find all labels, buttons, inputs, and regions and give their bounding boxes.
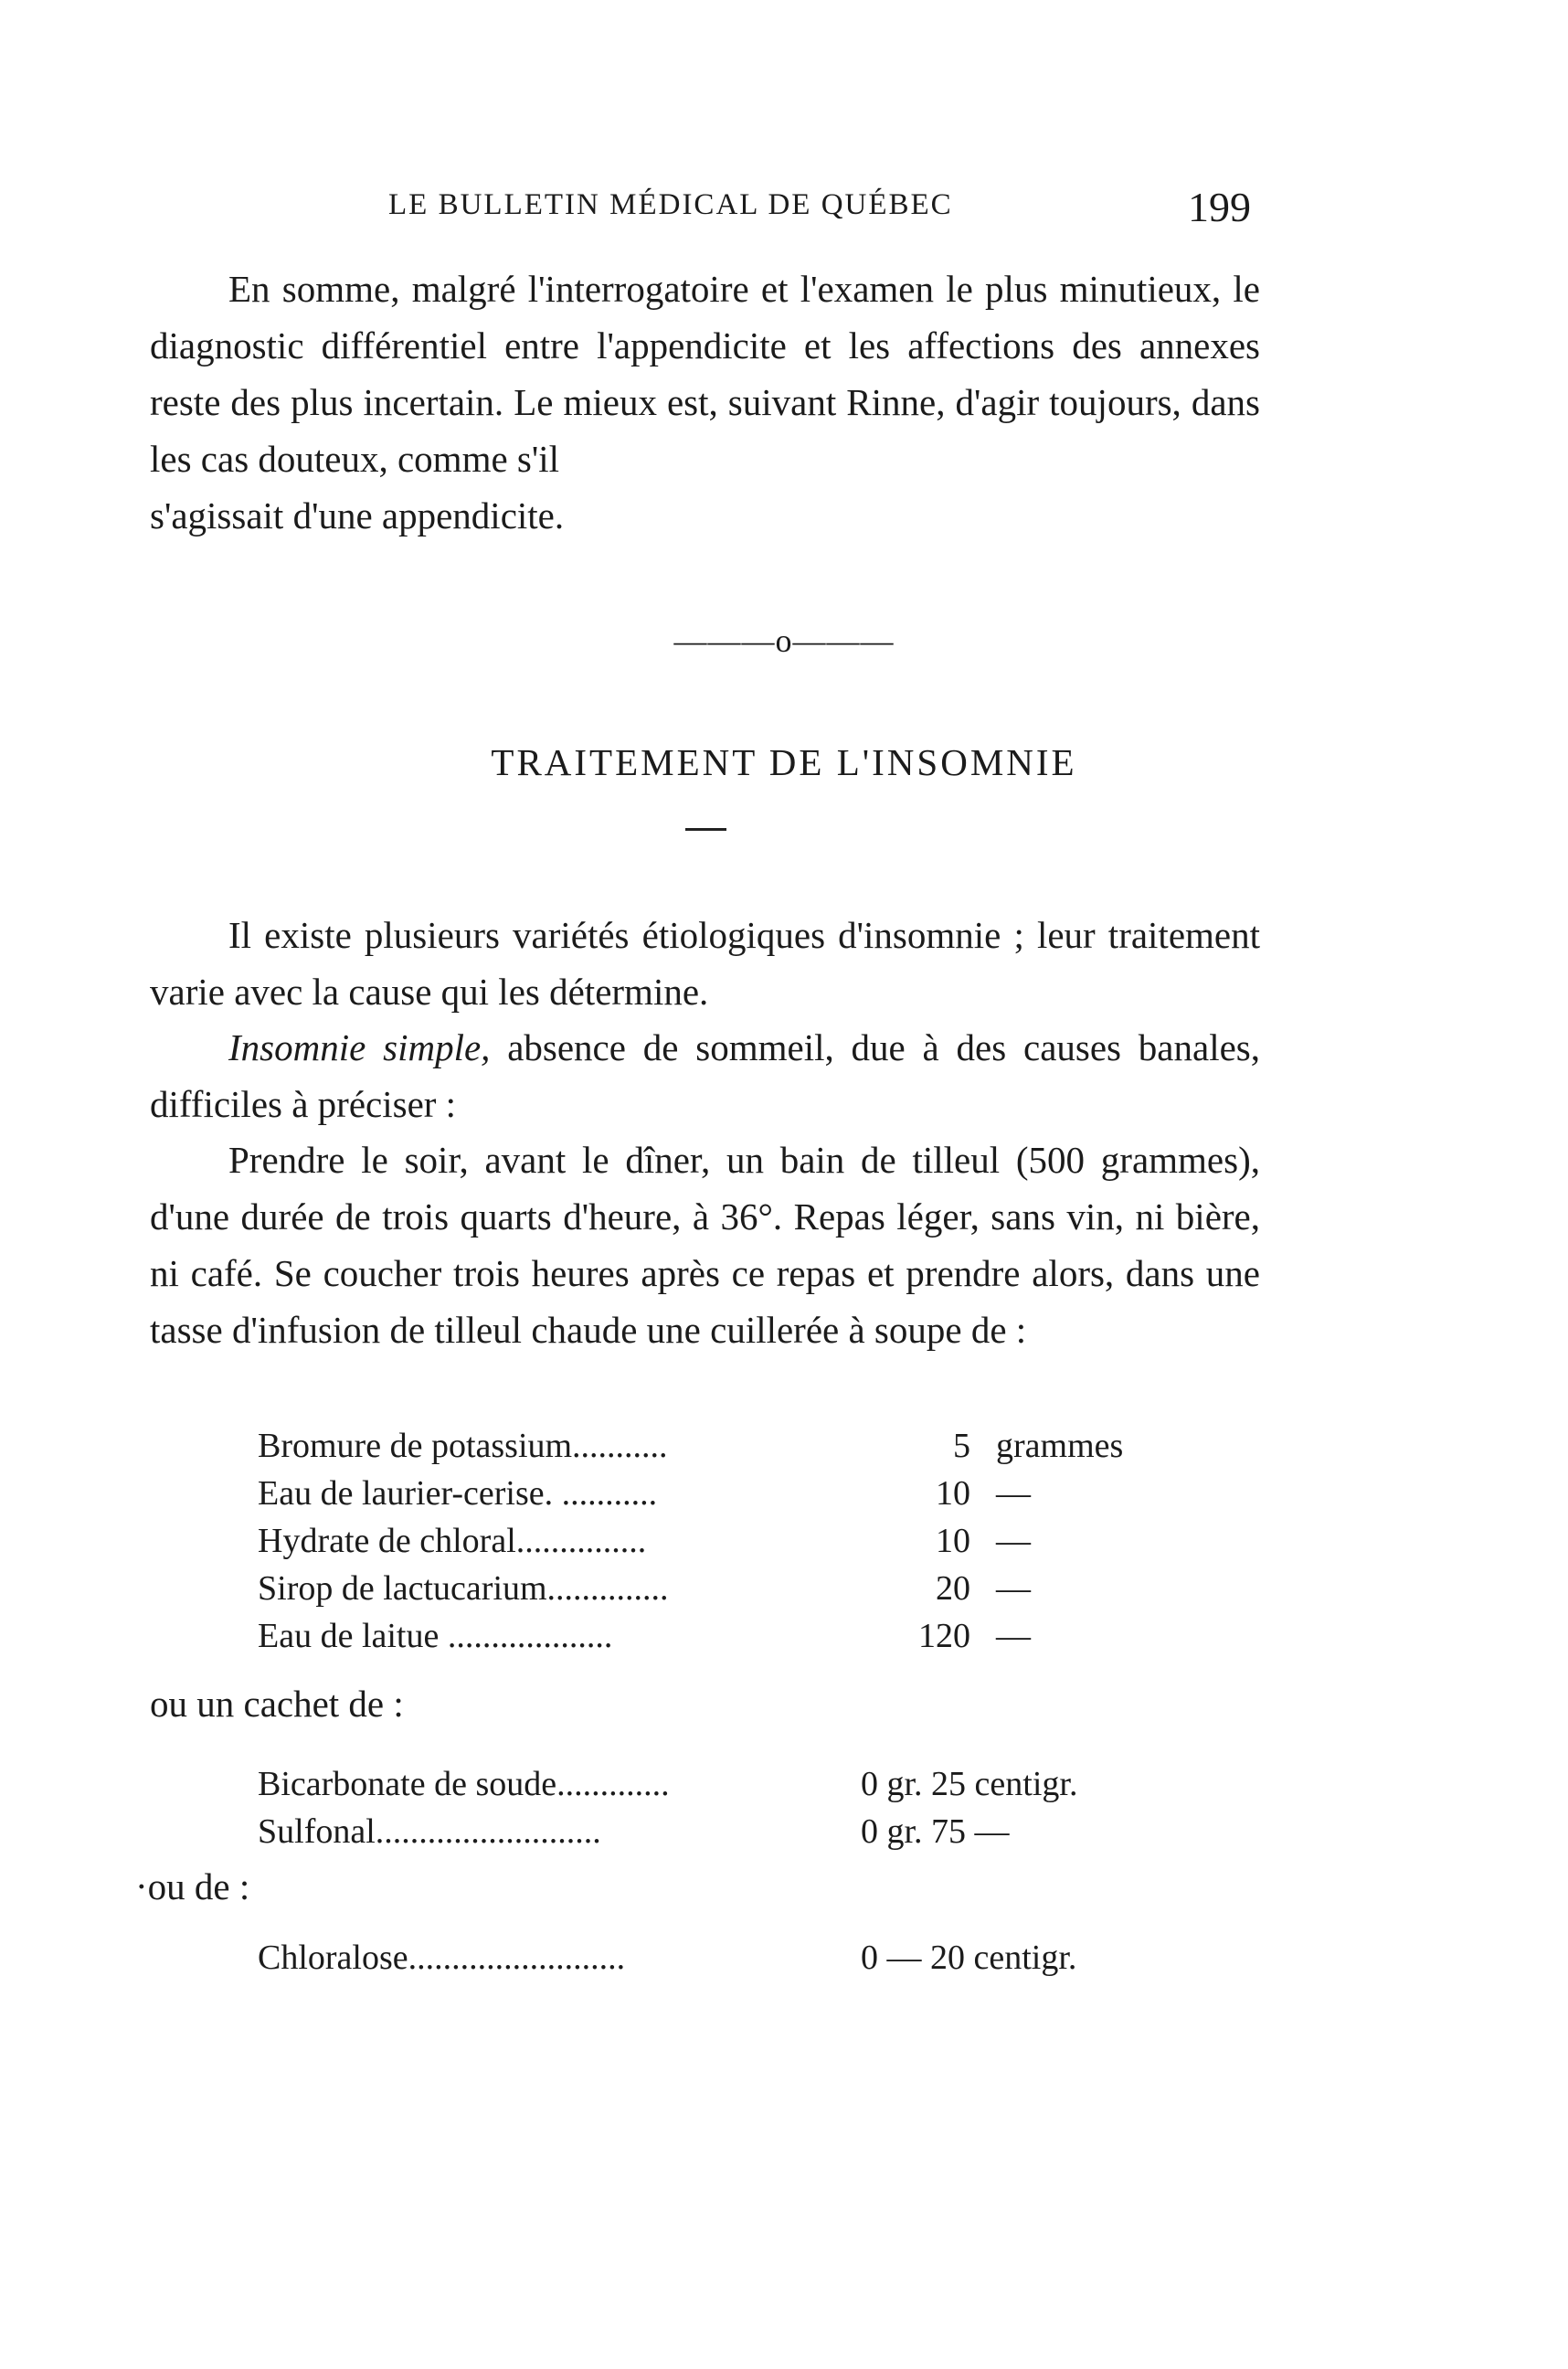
- ingredient-name: Bromure de potassium...........: [258, 1427, 668, 1465]
- prescription-row: [258, 1616, 1171, 1663]
- ingredient-quantity: 20: [936, 1569, 970, 1608]
- lead-cachet: ou un cachet de :: [150, 1683, 404, 1725]
- ingredient-dose: 0 gr. 25 centigr.: [861, 1765, 1078, 1803]
- ingredient-quantity: 10: [936, 1522, 970, 1560]
- prescription-row: [258, 1473, 1171, 1521]
- ingredient-name: Hydrate de chloral...............: [258, 1522, 647, 1560]
- prescription-row: [258, 1938, 1171, 1985]
- prescription-row: [258, 1811, 1171, 1859]
- paragraph-simple-insomnia-text: absence de sommeil, due à des causes banales, difficiles à préciser :: [150, 1026, 1260, 1125]
- running-title: LE BULLETIN MÉDICAL DE QUÉBEC: [388, 188, 953, 221]
- ingredient-dose: 0 gr. 75 —: [861, 1812, 1010, 1851]
- prescription-list-1: [258, 1426, 1171, 1663]
- prescription-row: [258, 1426, 1171, 1473]
- section-separator: ———o———: [673, 622, 895, 659]
- ingredient-quantity: 120: [918, 1617, 970, 1655]
- term-insomnie-simple: Insomnie simple,: [228, 1026, 491, 1068]
- prescription-row: [258, 1568, 1171, 1616]
- ingredient-name: Eau de laurier-cerise. ...........: [258, 1474, 658, 1513]
- prescription-list-2: [258, 1764, 1171, 1859]
- ingredient-unit: —: [996, 1569, 1031, 1608]
- paragraph-varieties: Il existe plusieurs variétés étiologiques d'insomnie ; leur traitement varie avec la cause qui les détermine.: [150, 914, 1260, 1013]
- page-number: 199: [1188, 184, 1251, 230]
- paragraph-simple-insomnia: [150, 1019, 1260, 1132]
- ingredient-name: Bicarbonate de soude.............: [258, 1765, 670, 1803]
- ingredient-unit: grammes: [996, 1427, 1124, 1465]
- ingredient-name: Chloralose.........................: [258, 1939, 626, 1977]
- ingredient-name: Sirop de lactucarium..............: [258, 1569, 669, 1608]
- ingredient-unit: —: [996, 1474, 1031, 1513]
- intro-paragraph: En somme, malgré l'interrogatoire et l'examen le plus minutieux, le diagnostic différentiel entre l'appendicite et les affections des annexes reste des plus incertain. Le mieux est, suivant Rinne, d'agir toujours, dans les cas douteux, comme s'il: [150, 268, 1260, 480]
- ingredient-unit: —: [996, 1617, 1031, 1655]
- paragraph-treatment: Prendre le soir, avant le dîner, un bain de tilleul (500 grammes), d'une durée de trois quarts d'heure, à 36°. Repas léger, sans vin, ni bière, ni café. Se coucher trois heures après ce repas et prendre alors, dans une tasse d'infusion de tilleul chaude une cuillerée à soupe de :: [150, 1139, 1260, 1351]
- ingredient-quantity: 10: [936, 1474, 970, 1513]
- page-header: [0, 183, 1568, 238]
- intro-paragraph-end: s'agissait d'une appendicite.: [150, 494, 565, 536]
- ingredient-name: Eau de laitue ...................: [258, 1617, 613, 1655]
- prescription-row: [258, 1764, 1171, 1811]
- ingredient-unit: —: [996, 1522, 1031, 1560]
- ingredient-quantity: 5: [953, 1427, 970, 1465]
- lead-alternative: ·ou de :: [135, 1865, 250, 1907]
- prescription-row: [258, 1521, 1171, 1568]
- section-title: TRAITEMENT DE L'INSOMNIE: [491, 741, 1077, 783]
- prescription-list-3: [258, 1938, 1171, 1985]
- ingredient-dose: 0 — 20 centigr.: [861, 1939, 1077, 1977]
- title-dash-divider: [685, 828, 726, 831]
- ingredient-name: Sulfonal..........................: [258, 1812, 601, 1851]
